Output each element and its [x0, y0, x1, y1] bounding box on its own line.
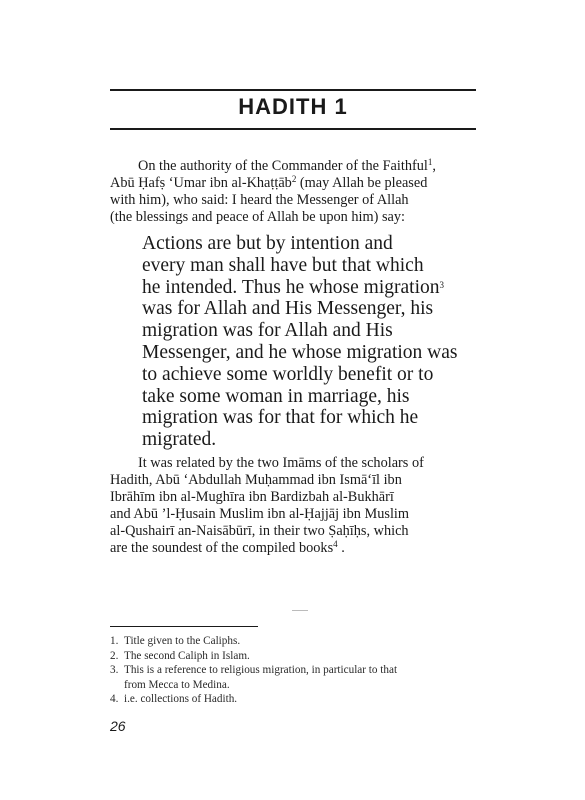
footnote-ref: 1 [427, 157, 433, 167]
footnote-number: 4. [110, 693, 119, 705]
hadith-text-span: he intended. Thus he whose migration [142, 276, 440, 298]
intro-paragraph [110, 158, 476, 226]
footnote-ref: 4 [333, 539, 338, 549]
footnote-ref: 2 [291, 174, 297, 184]
intro-line: with him), who said: I heard the Messenger of Allah [110, 192, 409, 208]
footnote-text: i.e. collections of Hadith. [124, 693, 238, 705]
footnote-number: 1. [110, 635, 119, 647]
intro-line: (the blessings and peace of Allah be upon him) say: [110, 209, 405, 225]
divider [292, 610, 308, 611]
intro-line [110, 158, 476, 175]
page-title: HADITH 1 [238, 94, 348, 119]
narration-line: Ibrāhīm ibn al-Mughīra ibn Bardizbah al-Bukhārī [110, 489, 394, 505]
hadith-line: to achieve some worldly benefit or to [142, 363, 434, 385]
intro-line [110, 175, 476, 192]
hadith-line: Actions are but by intention and [142, 233, 393, 254]
intro-text: On the authority of the Commander of the Faithful [138, 158, 428, 174]
title-rule-top [110, 89, 476, 91]
narration-line: and Abū ’l-Ḥusain Muslim ibn al-Ḥajjāj ibn Muslim [110, 506, 410, 522]
footnote-text: Title given to the Caliphs. [124, 635, 241, 647]
hadith-line: take some woman in marriage, his [142, 385, 410, 407]
footnote [110, 663, 480, 678]
footnote-text: This is a reference to religious migration, in particular to that [124, 664, 398, 676]
narration-line: al-Qushairī an-Naisābūrī, in their two Ṣaḥīḥs, which [110, 523, 409, 539]
narration-text: . [337, 540, 345, 556]
footnote [110, 634, 480, 649]
hadith-line: migration was for Allah and His [142, 320, 393, 342]
footnote-ref: 3 [439, 279, 444, 290]
narration-text: are the soundest of the compiled books [110, 540, 334, 556]
footnote [110, 692, 480, 707]
hadith-line: every man shall have but that which [142, 254, 424, 276]
narration-line: Hadith, Abū ‘Abdullah Muḥammad ibn Ismā‘īl ibn [110, 472, 402, 488]
hadith-line: was for Allah and His Messenger, his [142, 298, 434, 320]
hadith-text [142, 233, 458, 451]
footnote-text: The second Caliph in Islam. [124, 649, 250, 662]
footnote-number: 2. [110, 649, 119, 662]
footnote-rule [110, 626, 258, 627]
footnote-continuation: from Mecca to Medina. [124, 678, 230, 691]
title-rule-bottom [110, 128, 476, 130]
footnote-number: 3. [110, 664, 119, 676]
narration-line [110, 540, 476, 557]
intro-text: , [432, 158, 436, 174]
footnotes [110, 634, 480, 707]
hadith-line: migrated. [142, 429, 217, 451]
intro-text: (may Allah be pleased [296, 175, 428, 191]
hadith-line: Messenger, and he whose migration was [142, 341, 458, 363]
intro-text: Abū Ḥafṣ ‘Umar ibn al-Khaṭṭāb [110, 175, 292, 191]
hadith-line [142, 277, 442, 299]
narration-line: It was related by the two Imāms of the scholars of [138, 455, 424, 471]
footnote [110, 649, 480, 664]
narration-paragraph [110, 455, 476, 557]
page-number: 26 [110, 718, 126, 734]
hadith-line: migration was for that for which he [142, 407, 419, 429]
